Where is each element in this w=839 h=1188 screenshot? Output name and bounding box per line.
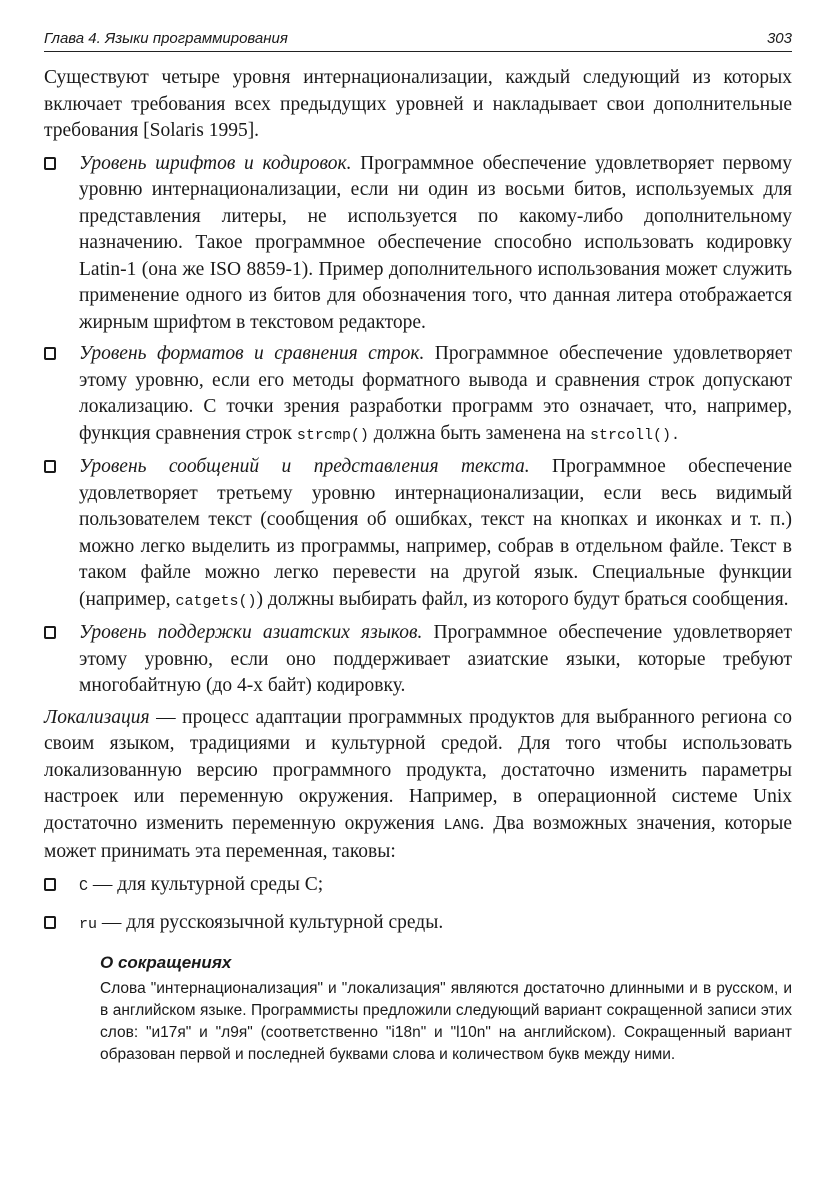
code-value: C [79,877,89,895]
code-value: ru [79,916,98,933]
sidebar-note [100,953,792,1066]
running-header [44,30,792,52]
checkbox-bullet-icon [44,347,56,360]
value-text: — для русскоязычной культурной среды. [97,912,444,933]
localization-paragraph [44,705,792,866]
checkbox-bullet-icon [44,878,56,891]
localization-text: . Два возможных значения, которые может принимать эта переменная, таковы: [44,812,792,862]
level-text: ) должны выбирать файл, из которого будут браться сообщения. [256,588,789,610]
localization-term: Локализация [44,706,150,728]
chapter-title: Глава 4. Языки программирования [44,30,288,47]
checkbox-bullet-icon [44,916,56,929]
page-number: 303 [766,30,792,47]
checkbox-bullet-icon [44,157,56,170]
level-term: Уровень шрифтов и кодировок. [79,152,352,174]
intro-paragraph: Существуют четыре уровня интернационализации, каждый следующий из которых включает требования всех предыдущих уровней и накладывает свои дополнительные требования [Solaris 1995]. [44,67,792,141]
code-catgets: catgets() [175,592,257,610]
level-term: Уровень поддержки азиатских языков. [79,622,423,643]
list-item [44,151,792,337]
note-text: Слова "интернационализация" и "локализация" являются достаточно длинными и в русском, и в английском языке. Программисты предложили следующий вариант сокращенной записи этих слов: "и17я" и "л9я" (соответственно "i18n" и "l10n" на английском). Сокращенный вариант образован первой и последней буквами слова и количеством букв между ними. [100,979,792,1063]
list-item [44,341,792,449]
values-list [44,872,792,939]
level-text: Программное обеспечение удовлетворяет первому уровню интернационализации, если ни один из восьми битов, используемых для представления литеры, не используется по какому-либо дополнительному назначению. Такое программное обеспечение способно использовать кодировку Latin-1 (она же ISO 8859-1). Пример дополнительного использования может служить применение одного из битов для обозначения того, что данная литера отображается жирным шрифтом в текстовом редакторе. [79,152,793,333]
level-text: Программное обеспечение удовлетворяет этому уровню, если его методы форматного вывода и сравнения строк допускают локализацию. С точки зрения разработки программ это означает, что, например, функция сравнения строк [79,343,792,444]
level-term: Уровень форматов и сравнения строк. [79,343,425,364]
list-item [44,872,792,901]
localization-text: — процесс адаптации программных продуктов для выбранного региона со своим языком, традициями и культурной средой. Для того чтобы использовать локализованную версию программного продукта, достаточно изменить параметры настроек или переменную окружения. Например, в операционной системе Unix достаточно изменить переменную окружения [44,706,792,834]
list-item [44,454,792,615]
code-lang: LANG [443,816,480,834]
level-term: Уровень сообщений и представления текста. [79,456,530,477]
level-text: должна быть заменена на [368,422,591,444]
book-page [44,30,792,1066]
list-item [44,910,792,939]
level-text: Программное обеспечение удовлетворяет третьему уровню интернационализации, если весь видимый пользователем текст (сообщения об ошибках, текст на кнопках и иконках и т. п.) можно легко выделить из программы, например, собрав в отдельном файле. Текст в таком файле можно легко перевести на другой язык. Специальные функции (например, [79,456,792,610]
code-strcmp: strcmp() [296,426,369,444]
list-item [44,620,792,700]
checkbox-bullet-icon [44,460,56,473]
level-text: Программное обеспечение удовлетворяет этому уровню, если оно поддерживает азиатские языки, которые требуют многобайтную (до 4-х байт) кодировку. [79,622,792,696]
code-strcoll: strcoll(). [590,426,681,444]
value-text: — для культурной среды C; [88,873,324,895]
levels-list [44,151,792,700]
checkbox-bullet-icon [44,626,56,639]
note-title: О сокращениях [100,952,232,972]
